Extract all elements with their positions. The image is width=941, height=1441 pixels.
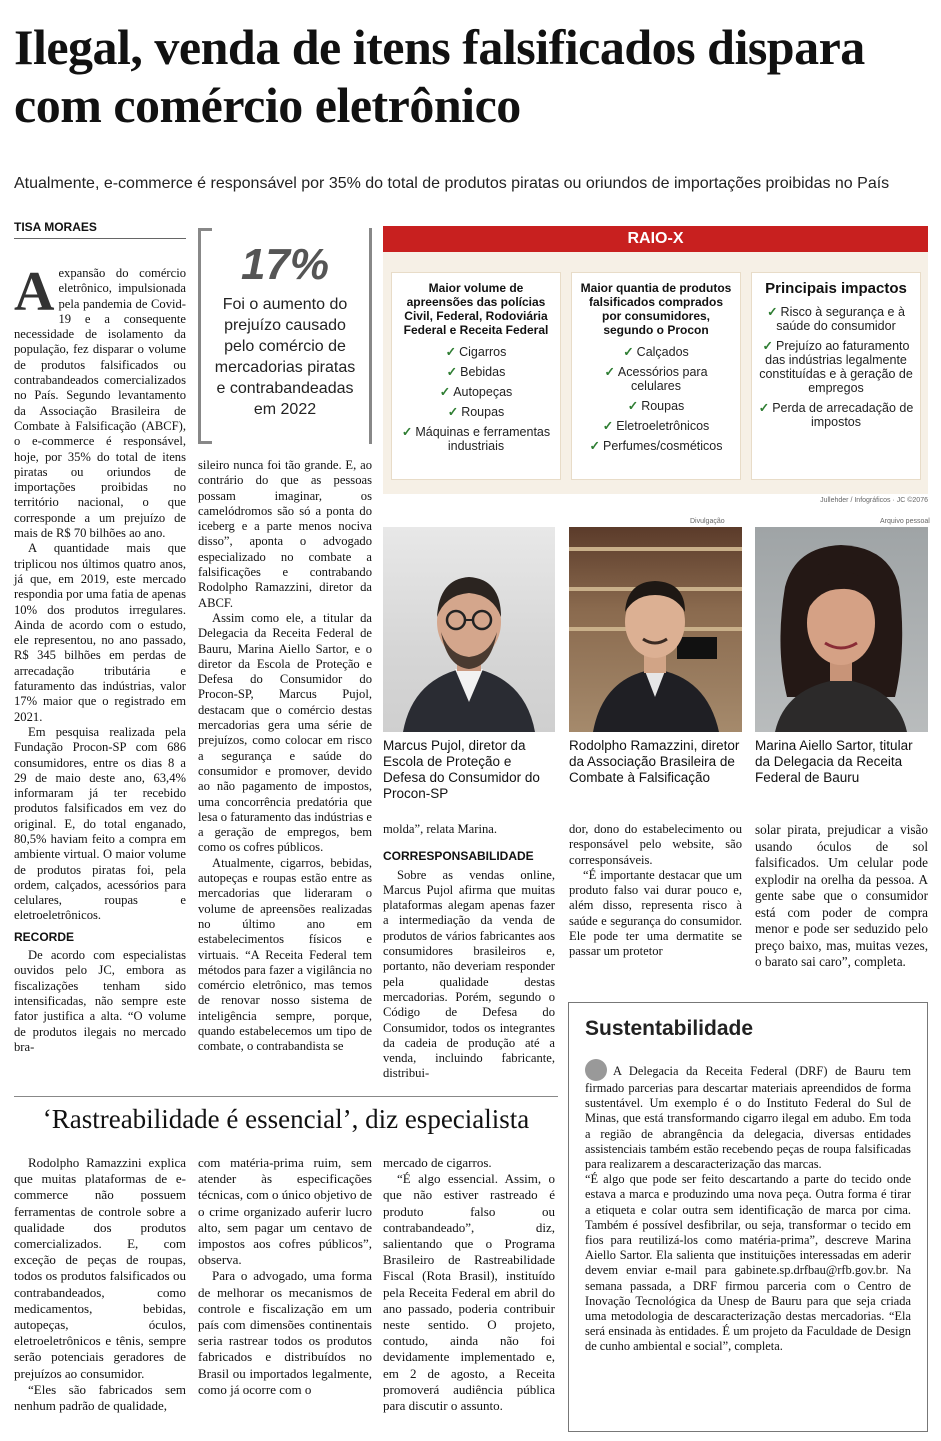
paragraph: sileiro nunca foi tão grande. E, ao contrário do que as pessoas possam imaginar, os camelódromos são só a ponta do iceberg e a parte menos nociva disso”, aponta o advogado especializado no combate a falsificações e contrabando Rodolpho Ramazzini, diretor da ABCF. bbox=[198, 458, 372, 610]
divider bbox=[14, 1096, 558, 1097]
raio-x-heading: Maior quantia de produtos falsificados comprados por consumidores, segundo o Procon bbox=[580, 281, 732, 337]
list-item: ✓ Perfumes/cosméticos bbox=[589, 439, 723, 453]
list-item: ✓ Risco à segurança e à saúde do consumidor bbox=[767, 305, 905, 333]
list-item: ✓ Perda de arrecadação de impostos bbox=[758, 401, 914, 429]
check-icon: ✓ bbox=[447, 405, 459, 419]
check-icon: ✓ bbox=[762, 339, 774, 353]
article-column-2 bbox=[198, 458, 372, 1055]
paragraph: com matéria-prima ruim, sem atender às especificações técnicas, com o único objetivo de o crime organizado auferir lucro alto, sem pagar um centavo de impostos aos cofres públicos”, observa. bbox=[198, 1155, 373, 1268]
secondary-column-2 bbox=[198, 1155, 372, 1398]
byline: TISA MORAES bbox=[14, 220, 186, 239]
paragraph: De acordo com especialistas ouvidos pelo JC, embora as fiscalizações tenham sido intensificadas, não sempre este fator justifica a alta. “O volume de produtos ilegais no mercado bra- bbox=[14, 948, 186, 1054]
check-icon: ✓ bbox=[401, 425, 413, 439]
paragraph: “É algo que pode ser feito descartando a parte do tecido onde estava a marca e produzindo uma nova peça. Outra forma é tirar a etiqueta e colar outra sem identificação de marca por cima. Também é possível desfibrilar, ou seja, transformar o tecido em fios para reutilizá-los como matéria-prima”, descreve Marina Aiello Sartor. Ela salienta que instituições interessadas em aderir devem enviar e-mail para gabinete.sp.drfbau@rfb.gov.br. Na semana passada, a DRF firmou parceria com o Centro de Inovação Tecnológica da Unesp de Bauru para que seja criada uma metodologia de descaracterização destas mercadorias. “Ela será ensinada às entidades. É um projeto da Faculdade de Design de cunho ambiental e social”, completa. bbox=[585, 1172, 911, 1354]
fact-text: Foi o aumento do prejuízo causado pelo comércio de mercadorias piratas e contrabandeadas em 2022 bbox=[214, 296, 356, 418]
sustainability-title: Sustentabilidade bbox=[585, 1017, 754, 1040]
check-icon: ✓ bbox=[604, 365, 615, 379]
paragraph: Para o advogado, uma forma de melhorar os mecanismos de controle e fiscalização em um país com dimensões continentais seria rastrear todos os produtos fabricados e distribuídos no Brasil ou importados legalmente, como já ocorre com o bbox=[198, 1268, 372, 1397]
lead-paragraph: Aexpansão do comércio eletrônico, impulsionada pela pandemia de Covid-19 e a consequente necessidade de isolamento da população, fez disparar o volume de produtos falsificados ou contrabandeados comercializados no País. Segundo levantamento da Associação Brasileira de Combate à Falsificação (ABCF), o e-commerce é responsável, hoje, por 35% do total de itens piratas ou oriundos de importações proibidas no território nacional, o que corresponde a um prejuízo de mais de R$ 70 bilhões ao ano. bbox=[14, 261, 186, 541]
fact-box bbox=[198, 228, 372, 444]
infographic-credit: Jullehder / Infográficos · JC ©2076 bbox=[820, 497, 928, 504]
raio-x-heading: Maior volume de apreensões das polícias Civil, Federal, Rodoviária Federal e Receita Federal bbox=[403, 281, 549, 337]
raio-x-column-apreensoes bbox=[391, 272, 561, 480]
list-item: ✓ Bebidas bbox=[446, 365, 506, 379]
portrait-illustration bbox=[569, 527, 742, 732]
drop-cap: A bbox=[14, 261, 55, 323]
photo-credit: Arquivo pessoal bbox=[880, 518, 930, 525]
list-item: ✓ Roupas bbox=[627, 399, 685, 413]
paragraph: solar pirata, prejudicar a visão usando óculos de sol falsificados. Um celular pode explodir na orelha da pessoa. A gente sabe que o consumidor está com poder de compra menor e pode ser seduzido pelo preço baixo, mas, muitas vezes, o barato sai caro”, completa. bbox=[755, 822, 928, 969]
paragraph: “É importante destacar que um produto falso vai durar pouco e, além disso, representa risco à saúde e segurança do consumidor. Ele pode ter uma dermatite se passar um protetor bbox=[569, 867, 742, 959]
paragraph: Em pesquisa realizada pela Fundação Procon-SP com 686 consumidores, entre os dias 8 a 29 de maio deste ano, 63,4% informaram já ter recebido produtos falsificados em vez do original. E, do total enganado, 80,5% haviam feito a compra em ambiente virtual. O maior volume de produtos piratas foi, pela ordem, calçados, acessórios para celulares, roupas e eletroeletrônicos. bbox=[14, 724, 186, 923]
article-column-5 bbox=[755, 822, 928, 971]
photo-caption: Marcus Pujol, diretor da Escola de Proteção e Defesa do Consumidor do Procon-SP bbox=[383, 738, 540, 801]
photo-caption: Rodolpho Ramazzini, diretor da Associação Brasileira de Combate à Falsificação bbox=[569, 738, 740, 785]
headline: Ilegal, venda de itens falsificados dispara com comércio eletrônico bbox=[14, 19, 865, 133]
paragraph: “É algo essencial. Assim, o que não estiver rastreado é produto falso ou contrabandeado”, diz, salientando que o Programa Brasileiro de Rastreabilidade Fiscal (Rota Brasil), instituído pela Receita Federal em abril do ano passado, poderia contribuir neste sentido. O projeto, contudo, ainda não foi devidamente implementado e, em 2 de agosto, a Receita promoverá audiência pública para discutir o assunto. bbox=[383, 1171, 555, 1414]
paragraph: dor, dono do estabelecimento ou responsável pelo website, são corresponsáveis. bbox=[569, 822, 742, 867]
paragraph: A quantidade mais que triplicou nos últimos quatro anos, já que, em 2019, este mercado respondia por uma fatia de apenas 10% dos produtos irregulares. Ainda de acordo com o estudo, ele representou, no ano passado, R$ 345 bilhões em perdas de arrecadação tributária e faturamento das indústrias, valor 17% maior que o registrado em 2021. bbox=[14, 541, 186, 724]
paragraph: Rodolpho Ramazzini explica que muitas plataformas de e-commerce não possuem ferramentas de controle sobre a qualidade dos produtos comercializados. E, com exceção de peças de roupas, todos os produtos falsificados ou contrabandeados, como medicamentos, bebidas, autopeças, óculos, eletroeletrônicos e tênis, sempre serão potenciais geradores de prejuízos ao consumidor. bbox=[14, 1155, 186, 1381]
raio-x-column-procon bbox=[571, 272, 741, 480]
photo-marcus-pujol bbox=[383, 527, 555, 732]
check-icon: ✓ bbox=[758, 401, 770, 415]
paragraph: molda”, relata Marina. bbox=[383, 822, 497, 836]
check-icon: ✓ bbox=[589, 439, 600, 453]
check-icon: ✓ bbox=[623, 345, 634, 359]
photo-marina-aiello-sartor bbox=[755, 527, 928, 732]
paragraph: Assim como ele, a titular da Delegacia da Receita Federal de Bauru, Marina Aiello Sartor, e o diretor da Escola de Proteção e Defesa do Consumidor do Procon-SP, Marcus Pujol, destacam que o comércio destas mercadorias gera uma série de prejuízos, como colocar em risco a segurança e saúde do consumidor e promover, devido ao não pagamento de impostos, uma concorrência predatória que lesa o faturamento das indústrias e a geração de empregos, bem como os cofres públicos. bbox=[198, 610, 372, 855]
paragraph: A Delegacia da Receita Federal (DRF) de Bauru tem firmado parcerias para descartar materiais apreendidos de forma sustentável. Um exemplo é o do Instituto Federal do Sul de Minas, que está transformando cigarro ilegal em adubo. Em toda a região de abrangência da delegacia, diversas entidades assistenciais também estão recebendo peças de roupa falsificadas para realizarem a descaracterização das marcas. bbox=[585, 1059, 911, 1172]
check-icon: ✓ bbox=[602, 419, 614, 433]
raio-x-heading: Principais impactos bbox=[765, 280, 907, 297]
check-icon: ✓ bbox=[627, 399, 639, 413]
list-item: ✓ Máquinas e ferramentas industriais bbox=[401, 425, 551, 453]
photo-rodolpho-ramazzini bbox=[569, 527, 742, 732]
bullet-icon bbox=[585, 1059, 607, 1081]
article-column-4 bbox=[569, 822, 742, 960]
fact-number: 17% bbox=[240, 240, 330, 289]
check-icon: ✓ bbox=[445, 345, 457, 359]
list-item: ✓ Autopeças bbox=[439, 385, 513, 399]
raio-x-infographic bbox=[383, 226, 928, 494]
secondary-column-1 bbox=[14, 1155, 186, 1414]
list-item: ✓ Prejuízo ao faturamento das indústrias legalmente constituídas e à geração de empregos bbox=[759, 339, 913, 395]
check-icon: ✓ bbox=[439, 385, 451, 399]
article-column-3 bbox=[383, 822, 555, 1082]
paragraph: Sobre as vendas online, Marcus Pujol afirma que muitas plataformas alegam apenas fazer a intermediação da venda de produtos de vários fabricantes aos consumidores brasileiros e, portanto, não deveriam responder pela qualidade destas mercadorias. Porém, segundo o Código de Defesa do Consumidor, todos os integrantes da cadeia de produção até a venda, incluindo fabricante, distribui- bbox=[383, 867, 555, 1081]
sustainability-box bbox=[568, 1002, 928, 1432]
paragraph: “Eles são fabricados sem nenhum padrão de qualidade, bbox=[14, 1381, 186, 1414]
list-item: ✓ Calçados bbox=[623, 345, 689, 359]
list-item: ✓ Cigarros bbox=[445, 345, 507, 359]
portrait-illustration bbox=[755, 527, 928, 732]
section-subhead: CORRESPONSABILIDADE bbox=[383, 849, 534, 864]
photo-credit: Divulgação bbox=[690, 518, 725, 525]
section-subhead: RECORDE bbox=[14, 929, 75, 944]
subtitle: Atualmente, e-commerce é responsável por 35% do total de produtos piratas ou oriundos de importações proibidas no País bbox=[14, 175, 890, 192]
secondary-headline: ‘Rastreabilidade é essencial’, diz especialista bbox=[42, 1104, 530, 1134]
portrait-illustration bbox=[383, 527, 555, 732]
article-column-1 bbox=[14, 261, 186, 1055]
raio-x-title: RAIO-X bbox=[383, 226, 928, 252]
raio-x-column-impactos bbox=[751, 272, 921, 480]
list-item: ✓ Roupas bbox=[447, 405, 505, 419]
check-icon: ✓ bbox=[767, 305, 778, 319]
list-item: ✓ Acessórios para celulares bbox=[604, 365, 708, 393]
secondary-column-3 bbox=[383, 1155, 555, 1414]
list-item: ✓ Eletroeletrônicos bbox=[602, 419, 710, 433]
check-icon: ✓ bbox=[446, 365, 458, 379]
paragraph: Atualmente, cigarros, bebidas, autopeças e roupas estão entre as mercadorias que lideraram o volume de apreensões realizadas no último ano em estabelecimentos físicos e virtuais. “A Receita Federal tem métodos para fazer a vigilância no comércio eletrônico, mas temos de renovar nosso sistema de inteligência sempre, porque, quando estabelecemos um tipo de combate, o contrabandista se bbox=[198, 855, 372, 1054]
paragraph: mercado de cigarros. bbox=[383, 1155, 492, 1170]
photo-caption: Marina Aiello Sartor, titular da Delegacia da Receita Federal de Bauru bbox=[755, 738, 913, 785]
